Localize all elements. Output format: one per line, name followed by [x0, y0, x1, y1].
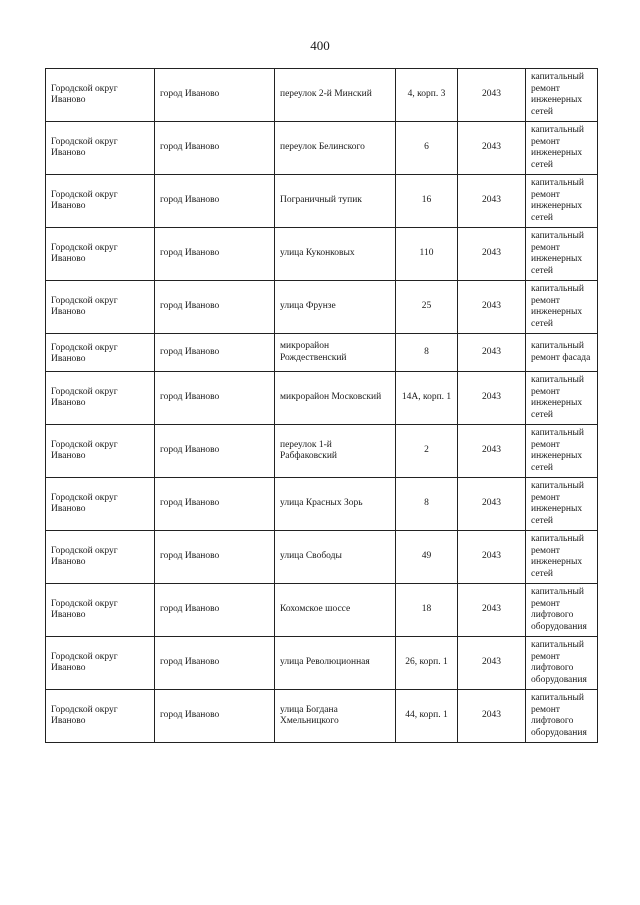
settlement-cell: город Иваново [155, 478, 275, 531]
house-number-cell: 26, корп. 1 [396, 637, 458, 690]
year-cell: 2043 [458, 281, 526, 334]
house-number-cell: 14А, корп. 1 [396, 372, 458, 425]
work-type-cell: капитальный ремонт инженерных сетей [526, 478, 598, 531]
house-number-cell: 4, корп. 3 [396, 69, 458, 122]
work-type-cell: капитальный ремонт инженерных сетей [526, 122, 598, 175]
work-type-cell: капитальный ремонт фасада [526, 334, 598, 372]
table-row [46, 281, 598, 334]
municipality-cell: Городской округ Иваново [46, 228, 155, 281]
house-number-cell: 44, корп. 1 [396, 690, 458, 743]
settlement-cell: город Иваново [155, 425, 275, 478]
municipality-cell: Городской округ Иваново [46, 425, 155, 478]
municipality-cell: Городской округ Иваново [46, 372, 155, 425]
page-number: 400 [310, 38, 330, 53]
house-number-cell: 18 [396, 584, 458, 637]
work-type-cell: капитальный ремонт инженерных сетей [526, 531, 598, 584]
year-cell: 2043 [458, 637, 526, 690]
year-cell: 2043 [458, 69, 526, 122]
settlement-cell: город Иваново [155, 228, 275, 281]
municipality-cell: Городской округ Иваново [46, 637, 155, 690]
settlement-cell: город Иваново [155, 690, 275, 743]
work-type-cell: капитальный ремонт инженерных сетей [526, 372, 598, 425]
house-number-cell: 8 [396, 334, 458, 372]
year-cell: 2043 [458, 175, 526, 228]
table-row [46, 372, 598, 425]
municipality-cell: Городской округ Иваново [46, 69, 155, 122]
street-cell: Пограничный тупик [275, 175, 396, 228]
street-cell: улица Революционная [275, 637, 396, 690]
street-cell: улица Фрунзе [275, 281, 396, 334]
work-type-cell: капитальный ремонт инженерных сетей [526, 425, 598, 478]
year-cell: 2043 [458, 425, 526, 478]
settlement-cell: город Иваново [155, 531, 275, 584]
house-number-cell: 8 [396, 478, 458, 531]
table-row [46, 334, 598, 372]
street-cell: улица Красных Зорь [275, 478, 396, 531]
work-type-cell: капитальный ремонт инженерных сетей [526, 228, 598, 281]
table-row [46, 425, 598, 478]
year-cell: 2043 [458, 122, 526, 175]
settlement-cell: город Иваново [155, 584, 275, 637]
settlement-cell: город Иваново [155, 637, 275, 690]
street-cell: микрорайон Московский [275, 372, 396, 425]
municipality-cell: Городской округ Иваново [46, 690, 155, 743]
house-number-cell: 6 [396, 122, 458, 175]
work-type-cell: капитальный ремонт инженерных сетей [526, 69, 598, 122]
year-cell: 2043 [458, 228, 526, 281]
table-row [46, 122, 598, 175]
year-cell: 2043 [458, 334, 526, 372]
house-number-cell: 25 [396, 281, 458, 334]
municipality-cell: Городской округ Иваново [46, 122, 155, 175]
street-cell: улица Куконковых [275, 228, 396, 281]
municipality-cell: Городской округ Иваново [46, 175, 155, 228]
settlement-cell: город Иваново [155, 122, 275, 175]
registry-table-body [46, 69, 598, 743]
municipality-cell: Городской округ Иваново [46, 478, 155, 531]
table-row [46, 584, 598, 637]
table-row [46, 690, 598, 743]
municipality-cell: Городской округ Иваново [46, 334, 155, 372]
house-number-cell: 49 [396, 531, 458, 584]
year-cell: 2043 [458, 372, 526, 425]
street-cell: микрорайон Рождественский [275, 334, 396, 372]
street-cell: переулок 1-й Рабфаковский [275, 425, 396, 478]
settlement-cell: город Иваново [155, 175, 275, 228]
table-row [46, 69, 598, 122]
table-row [46, 478, 598, 531]
work-type-cell: капитальный ремонт лифтового оборудования [526, 584, 598, 637]
registry-table [45, 68, 598, 743]
house-number-cell: 110 [396, 228, 458, 281]
table-row [46, 531, 598, 584]
work-type-cell: капитальный ремонт лифтового оборудования [526, 637, 598, 690]
year-cell: 2043 [458, 531, 526, 584]
work-type-cell: капитальный ремонт инженерных сетей [526, 175, 598, 228]
street-cell: улица Богдана Хмельницкого [275, 690, 396, 743]
municipality-cell: Городской округ Иваново [46, 531, 155, 584]
table-row [46, 175, 598, 228]
street-cell: Кохомское шоссе [275, 584, 396, 637]
work-type-cell: капитальный ремонт инженерных сетей [526, 281, 598, 334]
street-cell: улица Свободы [275, 531, 396, 584]
year-cell: 2043 [458, 690, 526, 743]
street-cell: переулок 2-й Минский [275, 69, 396, 122]
table-row [46, 637, 598, 690]
work-type-cell: капитальный ремонт лифтового оборудования [526, 690, 598, 743]
settlement-cell: город Иваново [155, 69, 275, 122]
street-cell: переулок Белинского [275, 122, 396, 175]
year-cell: 2043 [458, 584, 526, 637]
house-number-cell: 2 [396, 425, 458, 478]
settlement-cell: город Иваново [155, 372, 275, 425]
year-cell: 2043 [458, 478, 526, 531]
table-row [46, 228, 598, 281]
municipality-cell: Городской округ Иваново [46, 281, 155, 334]
settlement-cell: город Иваново [155, 281, 275, 334]
municipality-cell: Городской округ Иваново [46, 584, 155, 637]
settlement-cell: город Иваново [155, 334, 275, 372]
house-number-cell: 16 [396, 175, 458, 228]
